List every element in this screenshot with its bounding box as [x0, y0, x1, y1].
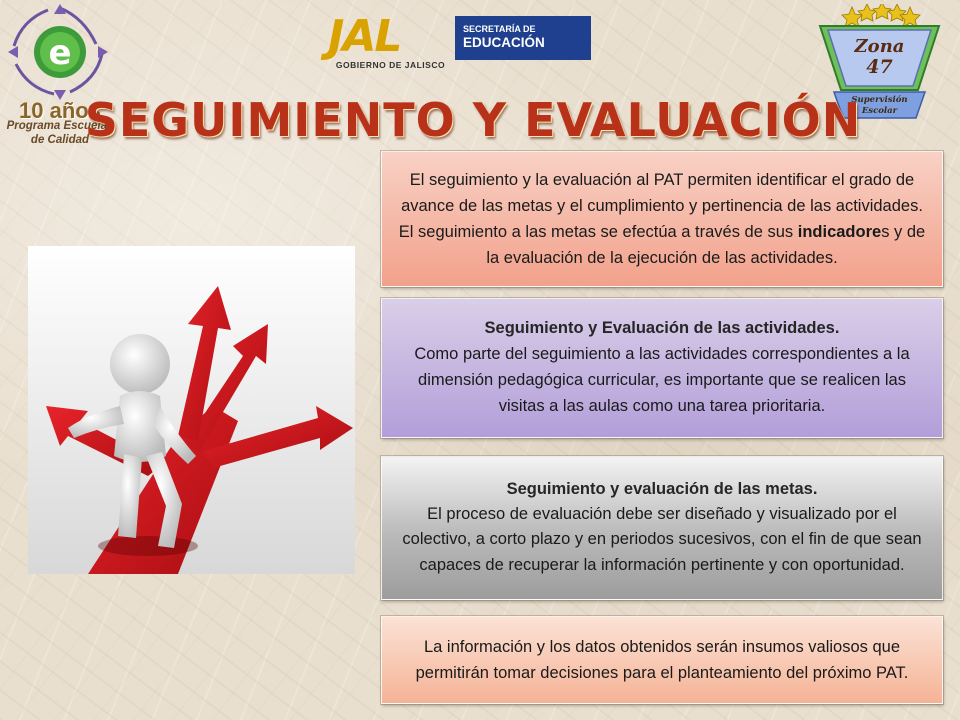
page-title: SEGUIMIENTO Y EVALUACIÓN	[84, 93, 862, 147]
intro-text-start: El seguimiento y la evaluación al PAT permiten identificar el grado de avance de las metas y el cumplimiento y pertinencia de las actividades. El seguimiento a las metas se efectúa a través de sus	[398, 171, 923, 241]
educacion-label: EDUCACIÓN	[463, 35, 545, 50]
gobierno-jalisco-logo	[320, 12, 595, 74]
goals-text: El proceso de evaluación debe ser diseñado y visualizado por el colectivo, a corto plazo y en periodos sucesivos, con el fin de que sean capaces de recuperar la información pertinente y con oportunidad.	[402, 504, 922, 574]
decision-arrows-illustration	[28, 246, 355, 574]
activities-box	[381, 298, 943, 438]
conclusion-box	[381, 616, 943, 704]
pec-anniversary: 10 años	[19, 98, 101, 123]
pec-emblem-icon	[4, 2, 116, 102]
intro-text-end: s y de la evaluación de la ejecución de las actividades.	[486, 223, 926, 267]
secretaria-educacion-badge	[455, 16, 591, 60]
jal-wordmark: JAL	[328, 11, 401, 62]
zona-label: Zona	[854, 36, 905, 57]
zona-number: 47	[866, 56, 893, 78]
escolar-label: Escolar	[861, 106, 898, 116]
jal-government-label: GOBIERNO DE JALISCO	[335, 60, 446, 70]
svg-text:e: e	[48, 33, 72, 73]
person-on-arrows-icon	[28, 246, 355, 574]
secretaria-label: SECRETARÍA DE	[463, 24, 536, 34]
intro-box	[381, 151, 943, 287]
pec-program-name: Programa Escuelas	[6, 120, 114, 132]
supervision-label: Supervisión	[851, 95, 908, 105]
activities-text: Como parte del seguimiento a las actividades correspondientes a la dimensión pedagógica curricular, es importante que se realicen las visitas a las aulas como una tarea prioritaria.	[414, 345, 910, 415]
goals-heading: Seguimiento y evaluación de las metas.	[506, 479, 818, 498]
intro-text	[394, 167, 930, 271]
goals-box	[381, 456, 943, 600]
pec-program-name-2: de Calidad	[30, 134, 90, 146]
intro-text-bold: indicadore	[797, 223, 882, 241]
activities-heading: Seguimiento y Evaluación de las actividades.	[484, 319, 840, 337]
conclusion-text: La información y los datos obtenidos serán insumos valiosos que permitirán tomar decisiones para el planteamiento del próximo PAT.	[415, 638, 909, 682]
